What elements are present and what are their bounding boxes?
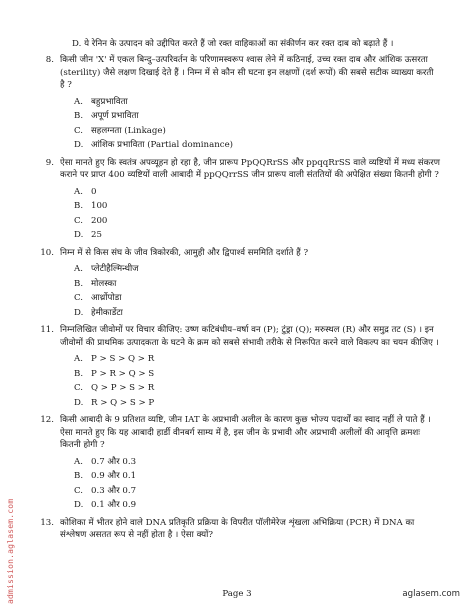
option-text: 25 bbox=[91, 230, 102, 240]
option-item bbox=[74, 381, 440, 396]
question-block bbox=[30, 54, 440, 153]
option-text: 0.1 और 0.9 bbox=[91, 500, 137, 510]
question-text: किसी जीन 'X' में एकल बिन्दु–उत्परिवर्तन के परिणामस्वरूप श्वास लेने में कठिनाई, उच्च रक्त दाब और आंशिक ऊसरता (sterility) जैसे लक्षण दिखाई देते हैं । निम्न में से कौन सी घटना इन लक्षणों (दर्श रूपों) की सबसे सटीक व्याख्या करती है ? bbox=[60, 55, 434, 90]
question-text: निम्नलिखित जीवोमों पर विचार कीजिए: उष्ण कटिबंधीय–वर्षा वन (P); टुंड्रा (Q); मरुस्थल (R) और समुद्र तट (S) । इन जीवोमों की प्राथमिक उत्पादकता के घटने के क्रम को सबसे संभावी तरीके से निरूपित करने वाले विकल्प का चयन कीजिए । bbox=[60, 325, 439, 348]
question-number: 11. bbox=[40, 325, 54, 335]
option-text: 0.7 और 0.3 bbox=[91, 456, 137, 467]
option-label: D. bbox=[74, 140, 84, 150]
options-list bbox=[74, 95, 440, 153]
option-text: 0.3 और 0.7 bbox=[91, 485, 137, 496]
option-item bbox=[74, 138, 440, 153]
option-item bbox=[74, 367, 440, 382]
options-list bbox=[74, 185, 440, 243]
question-block bbox=[30, 247, 440, 321]
option-label: C. bbox=[74, 383, 84, 393]
option-item bbox=[74, 124, 440, 139]
option-label: C. bbox=[74, 215, 84, 226]
option-item bbox=[74, 199, 440, 214]
option-label: B. bbox=[74, 278, 84, 289]
option-label: C. bbox=[74, 293, 84, 303]
option-label: D. bbox=[72, 39, 82, 49]
option-item bbox=[74, 306, 440, 321]
option-label: B. bbox=[74, 368, 84, 379]
option-label: C. bbox=[74, 125, 84, 136]
option-item bbox=[74, 291, 440, 306]
option-label: A. bbox=[74, 96, 83, 107]
option-item bbox=[74, 262, 440, 277]
option-item bbox=[74, 95, 440, 110]
option-label: A. bbox=[74, 354, 83, 364]
option-text: R > Q > S > P bbox=[91, 397, 155, 408]
option-text: Q > P > S > R bbox=[91, 383, 155, 393]
option-text: P > R > Q > S bbox=[91, 368, 155, 379]
option-text: प्लेटीहैल्मिन्थीज bbox=[91, 264, 139, 274]
question-block bbox=[30, 414, 440, 513]
question-text: निम्न में से किस संघ के जीव त्रिकोरकी, आमुही और द्विपार्श्व सममिति दर्शाते हैं ? bbox=[60, 247, 309, 258]
option-label: A. bbox=[74, 186, 83, 197]
option-text: सहलग्नता (Linkage) bbox=[91, 125, 166, 136]
option-label: B. bbox=[74, 111, 84, 121]
option-text: हेमीकार्डेटा bbox=[91, 307, 123, 318]
option-text: 0 bbox=[91, 186, 97, 197]
option-text: आंशिक प्रभाविता (Partial dominance) bbox=[91, 140, 234, 150]
question-number: 12. bbox=[40, 415, 54, 425]
brand-watermark: aglasem.com bbox=[402, 589, 460, 599]
options-list bbox=[74, 455, 440, 513]
option-item bbox=[74, 455, 440, 470]
option-text: 200 bbox=[91, 215, 108, 226]
question-list bbox=[30, 38, 440, 542]
question-text: कोशिका में भीतर होने वाले DNA प्रतिकृति प्रक्रिया के विपरीत पॉलीमेरेज शृंखला अभिक्रिया (PCR) में DNA का संश्लेषण असतत रूप से नहीं होता है । ऐसा क्यों? bbox=[60, 517, 415, 540]
side-watermark: admission.aglasem.com bbox=[6, 498, 15, 604]
option-item bbox=[74, 352, 440, 367]
option-label: A. bbox=[74, 456, 83, 467]
option-text: आर्थ्रोपोडा bbox=[91, 293, 122, 303]
carryover-option bbox=[72, 38, 440, 50]
option-item bbox=[74, 228, 440, 243]
question-text: किसी आबादी के 9 प्रतिशत व्यष्टि, जीन IAT के अप्रभावी अलील के कारण कुछ भोज्य पदार्थों का स्वाद नहीं ले पाते हैं । ऐसा मानते हुए कि यह आबादी हार्डी वीनबर्ग साम्य में है, इस जीन के प्रभावी और अप्रभावी अलीलों की आवृत्ति क्रमशः कितनी होगी ? bbox=[60, 415, 431, 450]
option-label: D. bbox=[74, 500, 84, 510]
option-label: D. bbox=[74, 307, 84, 318]
questions-container bbox=[30, 54, 440, 542]
option-label: B. bbox=[74, 471, 84, 481]
page-number: Page 3 bbox=[222, 589, 252, 599]
option-text: अपूर्ण प्रभाविता bbox=[91, 111, 139, 121]
option-item bbox=[74, 484, 440, 499]
options-list bbox=[74, 262, 440, 320]
option-item bbox=[74, 469, 440, 484]
option-item bbox=[74, 185, 440, 200]
options-list bbox=[74, 352, 440, 410]
option-text: बहुप्रभाविता bbox=[91, 96, 128, 107]
option-item bbox=[74, 277, 440, 292]
question-number: 10. bbox=[40, 247, 54, 258]
option-label: A. bbox=[74, 264, 83, 274]
question-number: 13. bbox=[40, 517, 54, 528]
option-item bbox=[74, 396, 440, 411]
option-text: ये रेनिन के उत्पादन को उद्दीपित करते हैं जो रक्त वाहिकाओं का संकीर्णन कर रक्त दाब को बढ़ाते हैं । bbox=[84, 39, 394, 49]
option-label: C. bbox=[74, 485, 84, 496]
question-block bbox=[30, 324, 440, 410]
option-text: 0.9 और 0.1 bbox=[91, 471, 137, 481]
question-number: 8. bbox=[45, 55, 54, 65]
question-text: ऐसा मानते हुए कि स्वतंत्र अपव्यूहन हो रहा है, जीन प्रारूप PpQQRrSS और ppqqRrSS वाले व्यष्टियों में मध्य संकरण कराने पर प्राप्त 400 व्यष्टियों वाली आबादी में ppQQrrSS जीन प्रारूप वाली संततियों की अपेक्षित संख्या कितनी होगी ? bbox=[60, 157, 440, 180]
option-label: D. bbox=[74, 230, 84, 240]
option-label: B. bbox=[74, 201, 84, 211]
question-block bbox=[30, 517, 440, 542]
option-label: D. bbox=[74, 397, 84, 408]
option-item bbox=[74, 498, 440, 513]
option-item bbox=[74, 109, 440, 124]
option-text: मोलस्का bbox=[91, 278, 117, 289]
question-block bbox=[30, 157, 440, 243]
option-text: P > S > Q > R bbox=[91, 354, 155, 364]
question-number: 9. bbox=[45, 157, 54, 168]
option-text: 100 bbox=[91, 201, 108, 211]
option-item bbox=[74, 214, 440, 229]
